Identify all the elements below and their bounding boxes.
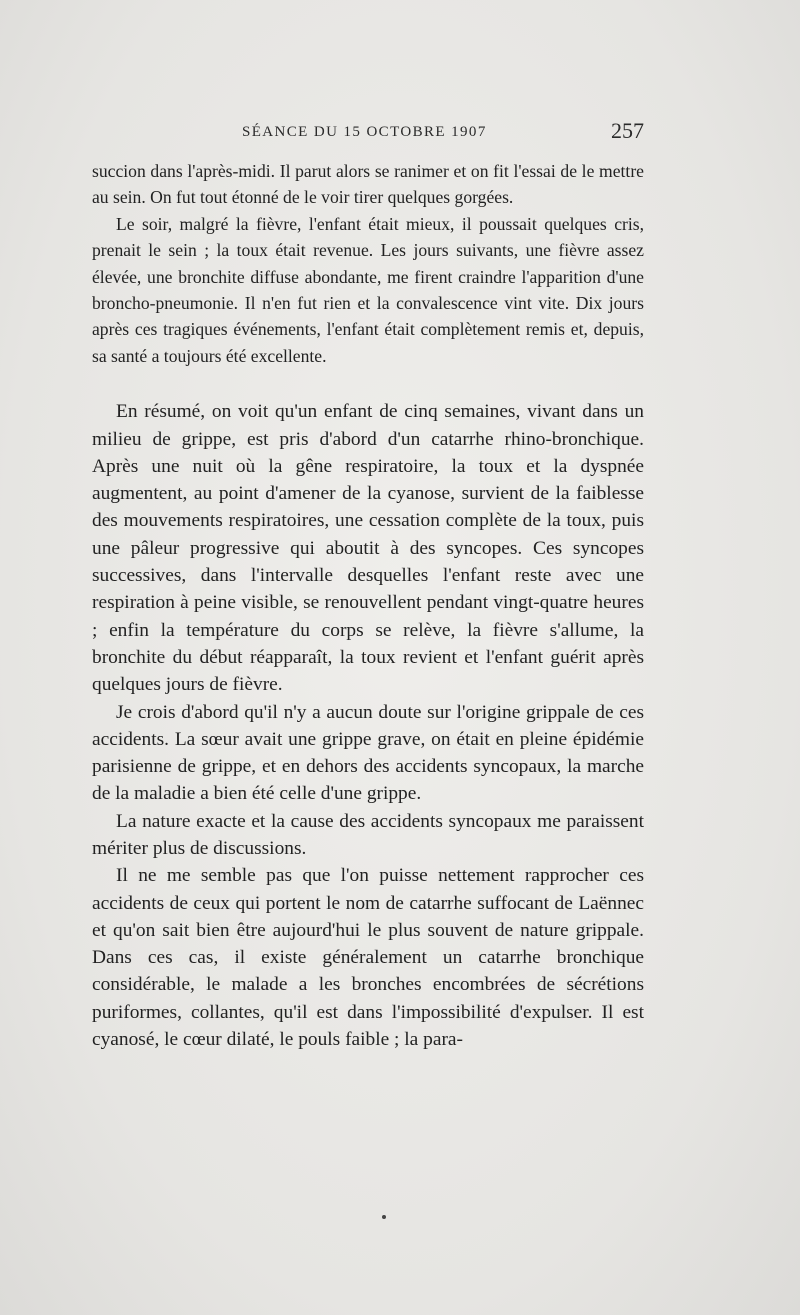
page-header [92, 118, 644, 148]
paragraph: Je crois d'abord qu'il n'y a aucun doute sur l'origine grippale de ces accidents. La sœur avait une grippe grave, on était en pleine épidémie parisienne de grippe, et en dehors des accidents syncopaux, la marche de la maladie a bien été celle d'une grippe. [92, 701, 644, 805]
page-number: 257 [611, 118, 644, 143]
paragraph: succion dans l'après-midi. Il parut alors se ranimer et on fit l'essai de le mettre au sein. On fut tout étonné de le voir tirer quelques gorgées. [92, 161, 644, 208]
body-text [92, 158, 644, 1053]
ink-speck [382, 1215, 386, 1219]
paragraph: Il ne me semble pas que l'on puisse nettement rapprocher ces accidents de ceux qui portent le nom de catarrhe suffocant de Laënnec et qu'on sait bien être aujourd'hui le plus souvent de nature grippale. Dans ces cas, il existe généralement un catarrhe bronchique considérable, le malade a les bronches encombrées de sécrétions puriformes, collantes, qu'il est dans l'impossibilité d'expulser. Il est cyanosé, le cœur dilaté, le pouls faible ; la para- [92, 865, 644, 1051]
running-title: SÉANCE DU 15 OCTOBRE 1907 [242, 124, 487, 140]
paragraph: La nature exacte et la cause des accidents syncopaux me paraissent mériter plus de discussions. [92, 810, 644, 859]
paragraph: En résumé, on voit qu'un enfant de cinq semaines, vivant dans un milieu de grippe, est pris d'abord d'un catarrhe rhino-bronchique. Après une nuit où la gêne respiratoire, la toux et la dyspnée augmentent, au point d'amener de la cyanose, survient de la faiblesse des mouvements respiratoires, une cessation complète de la toux, puis une pâleur progressive qui aboutit à des syncopes. Ces syncopes successives, dans l'intervalle desquelles l'enfant reste avec une respiration à peine visible, se renouvellent pendant vingt-quatre heures ; enfin la température du corps se relève, la fièvre s'allume, la bronchite du début réapparaît, la toux revient et l'enfant guérit après quelques jours de fièvre. [92, 401, 644, 696]
paragraph: Le soir, malgré la fièvre, l'enfant était mieux, il poussait quelques cris, prenait le sein ; la toux était revenue. Les jours suivants, une fièvre assez élevée, une bronchite diffuse abondante, me firent craindre l'apparition d'une broncho-pneumonie. Il n'en fut rien et la convalescence vint vite. Dix jours après ces tragiques événements, l'enfant était complètement remis et, depuis, sa santé a toujours été excellente. [92, 213, 644, 366]
